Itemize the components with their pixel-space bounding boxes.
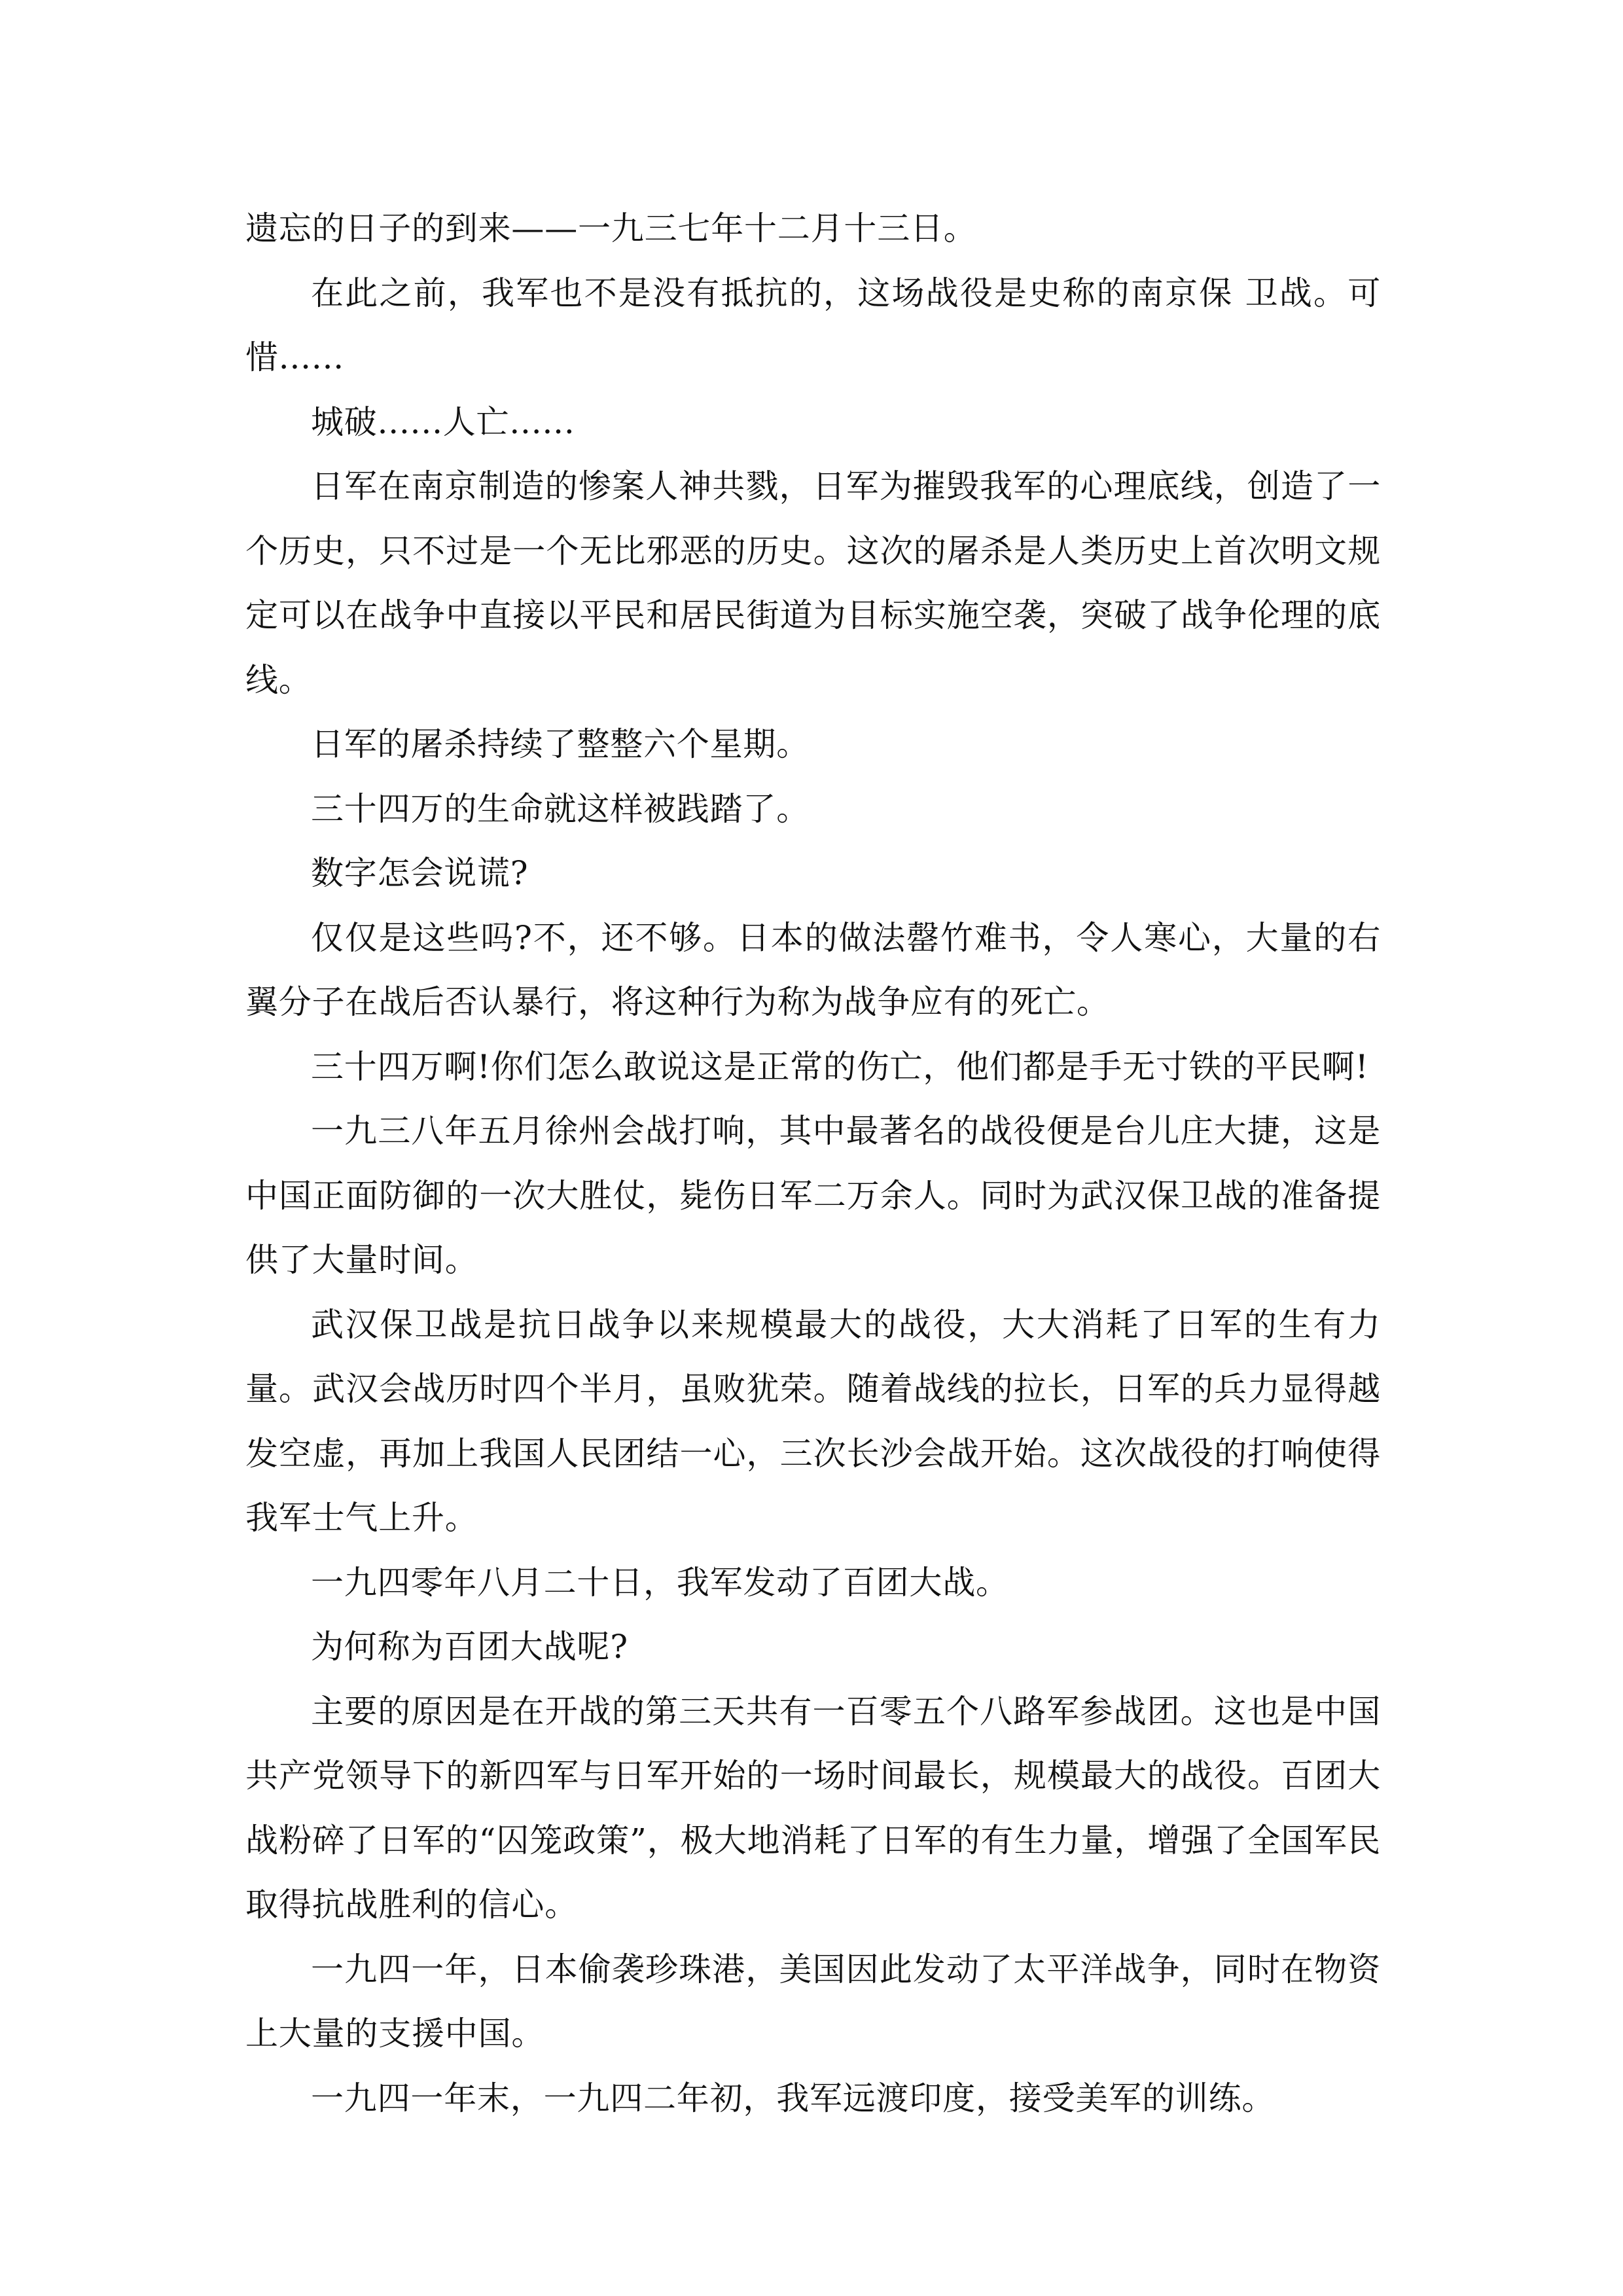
paragraph: 一九三八年五月徐州会战打响，其中最著名的战役便是台儿庄大捷，这是中国正面防御的一次大胜仗，毙伤日军二万余人。同时为武汉保卫战的准备提供了大量时间。: [245, 1112, 1381, 1279]
paragraph: 日军在南京制造的惨案人神共戮，日军为摧毁我军的心理底线，创造了一个历史，只不过是一个无比邪恶的历史。这次的屠杀是人类历史上首次明文规定可以在战争中直接以平民和居民街道为目标实施空袭，突破了战争伦理的底线。: [245, 467, 1381, 699]
paragraph: 三十四万啊!你们怎么敢说这是正常的伤亡，他们都是手无寸铁的平民啊!: [311, 1047, 1369, 1086]
paragraph: 在此之前，我军也不是没有抵抗的，这场战役是史称的南京保 卫战。可惜......: [245, 274, 1381, 376]
paragraph: 日军的屠杀持续了整整六个星期。: [311, 725, 810, 763]
paragraph: 城破......人亡......: [311, 403, 575, 441]
paragraph: 遗忘的日子的到来——一九三七年十二月十三日。: [245, 209, 977, 247]
paragraph: 一九四零年八月二十日，我军发动了百团大战。: [311, 1563, 1009, 1602]
paragraph: 数字怎会说谎?: [311, 854, 529, 892]
paragraph: 一九四一年，日本偷袭珍珠港，美国因此发动了太平洋战争，同时在物资上大量的支援中国。: [245, 1950, 1381, 2053]
paragraph: 武汉保卫战是抗日战争以来规模最大的战役，大大消耗了日军的生有力量。武汉会战历时四个半月，虽败犹荣。随着战线的拉长，日军的兵力显得越发空虚，再加上我国人民团结一心，三次长沙会战开始。这次战役的打响使得我军士气上升。: [245, 1305, 1381, 1537]
paragraph: 仅仅是这些吗?不，还不够。日本的做法罄竹难书，令人寒心，大量的右翼分子在战后否认暴行，将这种行为称为战争应有的死亡。: [245, 918, 1381, 1021]
paragraph: 主要的原因是在开战的第三天共有一百零五个八路军参战团。这也是中国共产党领导下的新四军与日军开始的一场时间最长，规模最大的战役。百团大战粉碎了日军的“囚笼政策”，极大地消耗了日军的有生力量，增强了全国军民取得抗战胜利的信心。: [245, 1692, 1381, 1924]
paragraph: 三十四万的生命就这样被践踏了。: [311, 789, 810, 828]
paragraph: 为何称为百团大战呢?: [311, 1628, 628, 1666]
document-body: [245, 196, 1381, 2130]
paragraph: 一九四一年末，一九四二年初，我军远渡印度，接受美军的训练。: [311, 2079, 1275, 2117]
